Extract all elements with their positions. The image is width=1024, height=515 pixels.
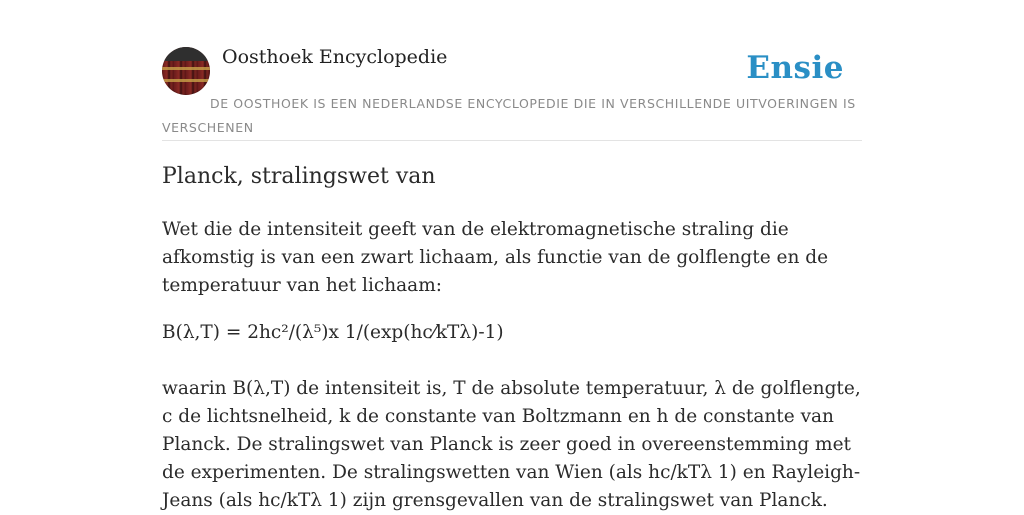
- page-container: [162, 0, 862, 511]
- source-title-link[interactable]: Oosthoek Encyclopedie: [222, 46, 448, 68]
- avatar-band: [162, 67, 210, 70]
- source-tagline: DE OOSTHOEK IS EEN NEDERLANDSE ENCYCLOPEDIE DIE IN VERSCHILLENDE UITVOERINGEN IS VERSCHENEN: [162, 96, 856, 135]
- source-header: [162, 0, 862, 141]
- article-title: Planck, stralingswet van: [162, 164, 436, 189]
- avatar-shelf: [162, 47, 210, 61]
- article-paragraph-1: Wet die de intensiteit geeft van de elektromagnetische straling die afkomstig is van een zwart lichaam, als functie van de golflengte en de temperatuur van het lichaam:: [162, 219, 829, 296]
- article-paragraph-2: waarin B(λ,T) de intensiteit is, T de absolute temperatuur, λ de golflengte, c de lichtsnelheid, k de constante van Boltzmann en h de constante van Planck. De stralingswet van Planck is zeer goed in overeenstemming met de experimenten. De stralingswetten van Wien (als hc/kTλ 1) en Rayleigh-Jeans (als hc/kTλ 1) zijn grensgevallen van de stralingswet van Planck.: [162, 378, 861, 511]
- avatar-band: [162, 79, 210, 82]
- brand-logo[interactable]: Ensie: [746, 50, 844, 86]
- source-avatar[interactable]: [162, 47, 210, 95]
- planck-formula: B(λ,T) = 2hc²/(λ⁵)x 1/(exp(hc⁄kTλ)-1): [162, 322, 504, 343]
